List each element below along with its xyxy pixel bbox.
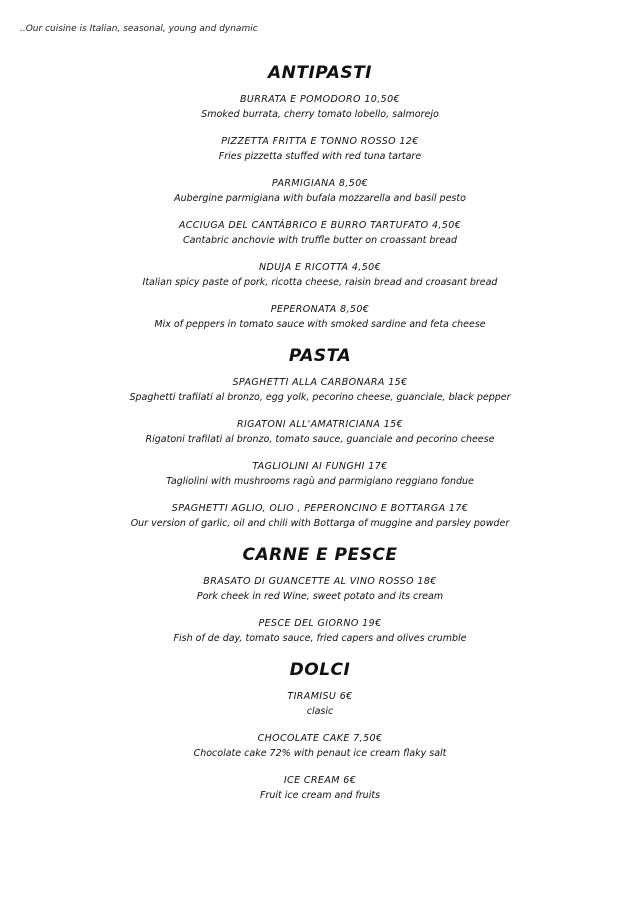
item-description: Mix of peppers in tomato sauce with smoked sardine and feta cheese (154, 319, 486, 330)
item-name: ICE CREAM 6€ (283, 775, 357, 786)
item-name: ACCIUGA DEL CANTÁBRICO E BURRO TARTUFATO 4,50€ (178, 220, 462, 231)
item-description: Fruit ice cream and fruits (259, 790, 381, 801)
item-name: RIGATONI ALL'AMATRICIANA 15€ (236, 419, 404, 430)
menu-body (0, 62, 640, 816)
item-description: Rigatoni trafilati al bronzo, tomato sauce, guanciale and pecorino cheese (145, 434, 495, 445)
menu-item (0, 135, 640, 165)
item-name: SPAGHETTI ALLA CARBONARA 15€ (232, 377, 408, 388)
item-description: Cantabric anchovie with truffle butter on croassant bread (182, 235, 458, 246)
item-name: CHOCOLATE CAKE 7,50€ (257, 733, 383, 744)
item-description: Chocolate cake 72% with penaut ice cream flaky salt (193, 748, 447, 759)
item-description: Our version of garlic, oil and chili with Bottarga of muggine and parsley powder (130, 518, 510, 529)
item-description: clasic (306, 706, 334, 717)
menu-item (0, 376, 640, 406)
item-description: Italian spicy paste of pork, ricotta cheese, raisin bread and croasant bread (142, 277, 498, 288)
section-title: DOLCI (289, 660, 351, 680)
menu-item (0, 418, 640, 448)
item-name: PIZZETTA FRITTA E TONNO ROSSO 12€ (221, 136, 419, 147)
item-name: BRASATO DI GUANCETTE AL VINO ROSSO 18€ (203, 576, 437, 587)
item-name: PESCE DEL GIORNO 19€ (258, 618, 382, 629)
menu-item (0, 732, 640, 762)
menu-item (0, 93, 640, 123)
section-antipasti (0, 62, 640, 333)
item-name: NDUJA E RICOTTA 4,50€ (258, 262, 382, 273)
menu-item (0, 502, 640, 532)
item-description: Tagliolini with mushrooms ragù and parmigiano reggiano fondue (166, 476, 474, 487)
menu-item (0, 690, 640, 720)
item-description: Pork cheek in red Wine, sweet potato and its cream (196, 591, 444, 602)
menu-item (0, 303, 640, 333)
item-name: PARMIGIANA 8,50€ (271, 178, 369, 189)
menu-item (0, 774, 640, 804)
item-name: SPAGHETTI AGLIO, OLIO , PEPERONCINO E BOTTARGA 17€ (171, 503, 469, 514)
section-carne-e-pesce (0, 544, 640, 647)
menu-item (0, 261, 640, 291)
section-title: ANTIPASTI (267, 63, 373, 83)
item-name: TAGLIOLINI AI FUNGHI 17€ (252, 461, 388, 472)
item-name: BURRATA E POMODORO 10,50€ (240, 94, 400, 105)
menu-item (0, 219, 640, 249)
item-description: Fish of de day, tomato sauce, fried capers and olives crumble (173, 633, 467, 644)
item-description: Spaghetti trafilati al bronzo, egg yolk, pecorino cheese, guanciale, black pepper (129, 392, 511, 403)
menu-item (0, 177, 640, 207)
item-description: Aubergine parmigiana with bufala mozzarella and basil pesto (174, 193, 466, 204)
section-dolci (0, 659, 640, 804)
menu-item (0, 460, 640, 490)
section-pasta (0, 345, 640, 532)
item-name: PEPERONATA 8,50€ (270, 304, 370, 315)
section-title: CARNE E PESCE (242, 545, 398, 565)
item-description: Fries pizzetta stuffed with red tuna tartare (218, 151, 422, 162)
section-title: PASTA (288, 346, 352, 366)
menu-tagline: ..Our cuisine is Italian, seasonal, young and dynamic (20, 24, 258, 34)
item-name: TIRAMISU 6€ (287, 691, 353, 702)
menu-item (0, 575, 640, 605)
menu-item (0, 617, 640, 647)
item-description: Smoked burrata, cherry tomato lobello, salmorejo (201, 109, 439, 120)
